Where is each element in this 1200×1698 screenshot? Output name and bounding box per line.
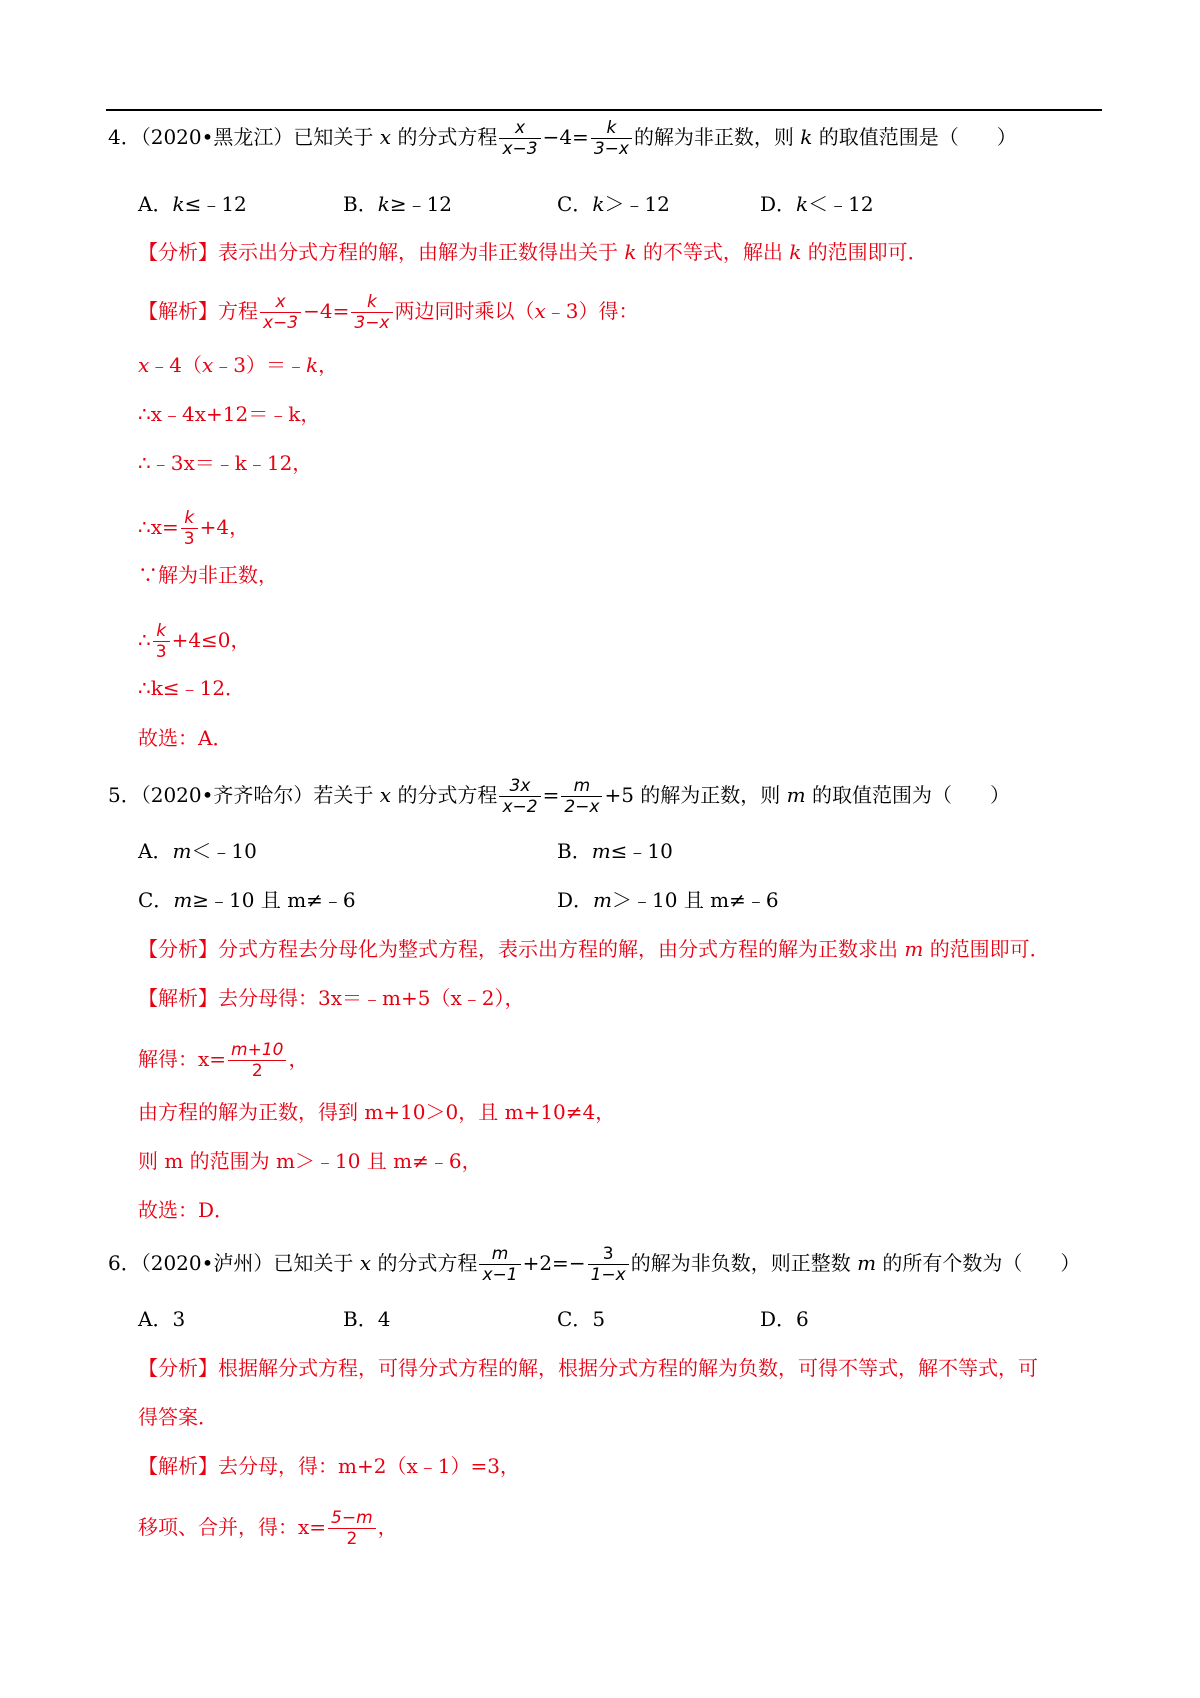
q4-step-3: ∴﹣3x＝﹣k﹣12， (138, 451, 313, 475)
q4-step-2: ∴x﹣4x+12＝﹣k， (138, 402, 321, 426)
q4-choice: 故选：A． (138, 726, 233, 750)
q6-option-c: C．5 (557, 1307, 606, 1331)
fraction-k-over-3: $\frac{k}{3}$ (153, 621, 170, 662)
q6-option-a: A．3 (138, 1307, 186, 1331)
q6-analysis-cont: 得答案． (138, 1405, 218, 1429)
q6-step-1: 移项、合并，得：x= $\frac{5-m}{2}$ ， (138, 1508, 398, 1549)
q6-option-b: B．4 (343, 1307, 391, 1331)
fraction-3x-over-x-minus-2: $\frac{3x}{x-2}$ (499, 776, 540, 817)
q5-option-d: D．m＞﹣10 且 m≠﹣6 (557, 888, 779, 912)
q4-analysis: 【分析】表示出分式方程的解，由解为非正数得出关于 k 的不等式，解出 k 的范围即可． (138, 240, 928, 264)
q5-option-c: C．m≥﹣10 且 m≠﹣6 (138, 888, 356, 912)
q4-option-d: D．k＜﹣12 (760, 192, 874, 216)
fraction-m-over-2-minus-x: $\frac{m}{2-x}$ (561, 776, 602, 817)
question-6-stem: 6．（2020•泸州）已知关于 x 的分式方程 $\frac{m}{x-1}$ +2=− $\frac{3}{1-x}$ 的解为非负数，则正整数 m 的所有个数为（ ） (108, 1244, 1081, 1285)
question-4-stem: 4．（2020•黑龙江）已知关于 x 的分式方程 $\frac{x}{x-3}$ −4= $\frac{k}{3-x}$ 的解为非正数，则 k 的取值范围是（ ） (108, 118, 1017, 159)
q4-step-1: x﹣4（x﹣3）＝﹣k， (138, 353, 339, 377)
fraction-k-over-3-minus-x: $\frac{k}{3-x}$ (351, 292, 392, 333)
q6-analysis: 【分析】根据解分式方程，可得分式方程的解，根据分式方程的解为负数，可得不等式，解不等式，可 (138, 1356, 1038, 1380)
question-5-stem: 5．（2020•齐齐哈尔）若关于 x 的分式方程 $\frac{3x}{x-2}$ = $\frac{m}{2-x}$ +5 的解为正数，则 m 的取值范围为（ ） (108, 776, 1010, 817)
fraction-k-over-3-minus-x: $\frac{k}{3-x}$ (591, 118, 632, 159)
q4-step-6: ∴ $\frac{k}{3}$ +4≤0， (138, 621, 251, 662)
fraction-m-over-x-minus-1: $\frac{m}{x-1}$ (479, 1244, 520, 1285)
q6-option-d: D．6 (760, 1307, 809, 1331)
fraction-3-over-1-minus-x: $\frac{3}{1-x}$ (588, 1244, 629, 1285)
fraction-k-over-3: $\frac{k}{3}$ (181, 508, 198, 549)
q5-step-2: 由方程的解为正数，得到 m+10＞0，且 m+10≠4， (138, 1100, 616, 1124)
q4-step-5: ∵解为非正数， (138, 563, 278, 587)
q5-step-3: 则 m 的范围为 m＞﹣10 且 m≠﹣6， (138, 1149, 482, 1173)
fraction-5-minus-m-over-2: $\frac{5-m}{2}$ (328, 1508, 376, 1549)
q5-choice: 故选：D． (138, 1198, 235, 1222)
header-rule (106, 109, 1102, 111)
q5-option-b: B．m≤﹣10 (557, 839, 673, 863)
fraction-x-over-x-minus-3: $\frac{x}{x-3}$ (260, 292, 301, 333)
q5-option-a: A．m＜﹣10 (138, 839, 257, 863)
q6-solution: 【解析】去分母，得：m+2（x﹣1）=3， (138, 1454, 520, 1478)
q4-option-b: B．k≥﹣12 (343, 192, 453, 216)
fraction-m-plus-10-over-2: $\frac{m+10}{2}$ (228, 1040, 286, 1081)
q4-solution: 【解析】方程 $\frac{x}{x-3}$ −4= $\frac{k}{3-x}$ 两边同时乘以（x﹣3）得： (138, 292, 639, 333)
q4-option-c: C．k＞﹣12 (557, 192, 670, 216)
q4-option-a: A．k≤﹣12 (138, 192, 247, 216)
fraction-x-over-x-minus-3: $\frac{x}{x-3}$ (499, 118, 540, 159)
q5-step-1: 解得：x= $\frac{m+10}{2}$ ， (138, 1040, 309, 1081)
q5-analysis: 【分析】分式方程去分母化为整式方程，表示出方程的解，由分式方程的解为正数求出 m 的范围即可． (138, 937, 1050, 961)
q4-step-7: ∴k≤﹣12． (138, 676, 246, 700)
q5-solution: 【解析】去分母得：3x＝﹣m+5（x﹣2）， (138, 986, 525, 1010)
q4-step-4: ∴x= $\frac{k}{3}$ +4， (138, 508, 250, 549)
